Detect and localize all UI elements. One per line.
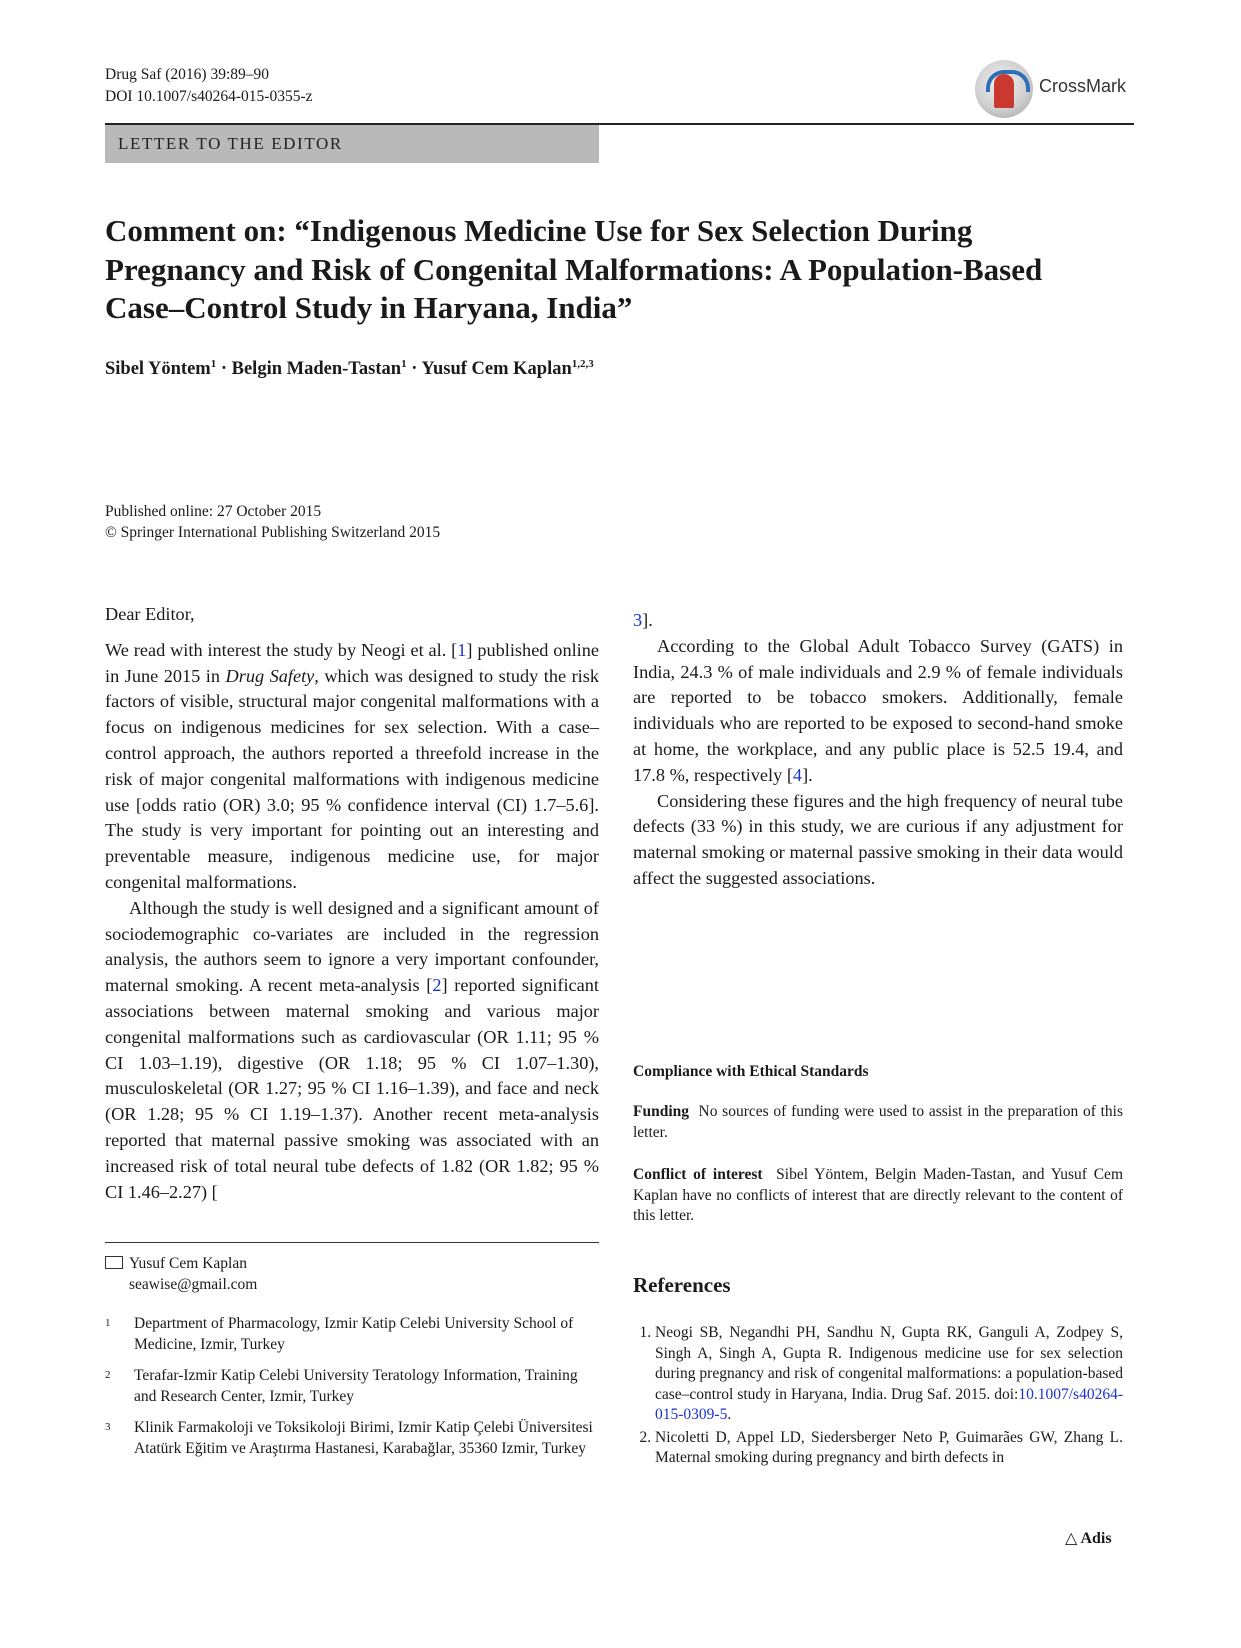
compliance-heading: Compliance with Ethical Standards xyxy=(633,1063,869,1080)
author-name: Yusuf Cem Kaplan xyxy=(421,359,572,380)
affiliation-number: 1 xyxy=(105,1317,111,1329)
references-heading: References xyxy=(633,1273,731,1297)
author-separator: · xyxy=(216,359,232,380)
author-name: Belgin Maden-Tastan xyxy=(231,359,402,380)
journal-name: Drug Safety xyxy=(225,665,315,686)
corresponding-email[interactable]: seawise@gmail.com xyxy=(129,1276,258,1293)
envelope-icon xyxy=(105,1256,123,1269)
article-title: Comment on: “Indigenous Medicine Use for Sex Selection During Pregnancy and Risk of Congenital Malformations: A Population-Based Case–Control Study in Haryana, India” xyxy=(105,213,1043,325)
author-name: Sibel Yöntem xyxy=(105,359,211,380)
doi-link[interactable]: 10.1007/s40264-015-0309-5 xyxy=(655,1385,1123,1423)
reference-link[interactable]: 4 xyxy=(792,764,803,785)
footnote-divider xyxy=(105,1242,599,1243)
author-affiliation-marker: 1 xyxy=(210,358,217,370)
published-online-date: Published online: 27 October 2015 xyxy=(105,503,322,520)
funding-statement: Funding No sources of funding were used to assist in the preparation of this letter. xyxy=(633,1103,1123,1141)
body-column-right xyxy=(633,608,1123,892)
affiliation-number: 2 xyxy=(105,1369,111,1381)
affiliation: 1 Department of Pharmacology, Izmir Katip Celebi University School of Medicine, Izmir, Turkey xyxy=(105,1315,574,1353)
reference-list xyxy=(633,1323,1123,1471)
funding-label: Funding xyxy=(633,1103,690,1120)
affiliation: 3 Klinik Farmakoloji ve Toksikoloji Birimi, Izmir Katip Çelebi Üniversitesi Atatürk Eğitim ve Araştırma Hastanesi, Karabağlar, 35360 Izmir, Turkey xyxy=(105,1419,593,1457)
adis-triangle-icon: △ xyxy=(1065,1530,1078,1547)
paragraph-1: We read with interest the study by Neogi et al. [1] published online in June 2015 in Drug Safety, which was designed to study the risk factors of visible, structural major congenital malformations with a focus on indigenous medicines for sex selection. With a case–control approach, the authors reported a threefold increase in the risk of major congenital malformations with indigenous medicine use [odds ratio (OR) 3.0; 95 % confidence interval (CI) 1.7–5.6]. The study is very important for pointing out an interesting and preventable measure, indigenous medicine use, for major congenital malformations. xyxy=(105,639,600,892)
paragraph-4: Considering these figures and the high frequency of neural tube defects (33 %) in this study, we are curious if any adjustment for maternal smoking or maternal passive smoking in their data would affect the suggested associations. xyxy=(633,790,1123,888)
paragraph-3: According to the Global Adult Tobacco Survey (GATS) in India, 24.3 % of male individuals and 2.9 % of female individuals are reported to be tobacco smokers. Additionally, female individuals who are reported to be exposed to second-hand smoke at home, the workplace, and any public place is 52.5 19.4, and 17.8 %, respectively [4]. xyxy=(633,635,1123,785)
author-affiliation-marker: 1,2,3 xyxy=(571,358,594,370)
body-column-left xyxy=(105,602,599,1205)
affiliation: 2 Terafar-Izmir Katip Celebi University Teratology Information, Training and Research Center, Izmir, Turkey xyxy=(105,1367,578,1405)
conflict-statement: Conflict of interest Sibel Yöntem, Belgin Maden-Tastan, and Yusuf Cem Kaplan have no conflicts of interest that are directly relevant to the content of this letter. xyxy=(633,1166,1123,1224)
journal-line: Drug Saf (2016) 39:89–90 xyxy=(105,66,270,83)
crossmark-badge[interactable] xyxy=(975,60,1135,118)
reference-link[interactable]: 2 xyxy=(432,975,442,996)
reference-link[interactable]: 3 xyxy=(633,610,643,630)
corresponding-name: Yusuf Cem Kaplan xyxy=(129,1255,247,1272)
crossmark-label: CrossMark xyxy=(1039,76,1127,96)
crossmark-icon xyxy=(975,60,1033,118)
affiliation-number: 3 xyxy=(105,1421,111,1433)
reference-item: 2. Nicoletti D, Appel LD, Siedersberger Neto P, Guimarães GW, Zhang L. Maternal smoking during pregnancy and birth defects in xyxy=(655,1428,1123,1469)
author-separator: · xyxy=(406,359,422,380)
publisher-logo xyxy=(1065,1528,1112,1548)
author-list xyxy=(105,358,594,380)
journal-citation xyxy=(105,64,313,108)
author-affiliation-marker: 1 xyxy=(401,358,407,370)
paragraph-2-continued: 3]. xyxy=(633,610,653,630)
copyright-notice: © Springer International Publishing Switzerland 2015 xyxy=(105,524,441,541)
publication-info xyxy=(105,501,440,543)
reference-item: 1. Neogi SB, Negandhi PH, Sandhu N, Gupta RK, Ganguli A, Zodpey S, Singh A, Singh A, Gupta R. Indigenous medicine use for sex selection during pregnancy and risk of congenital malformations: a population-based case–control study in Haryana, India. Drug Saf. 2015. doi:10.1007/s40264-015-0309-5. xyxy=(655,1323,1123,1426)
conflict-label: Conflict of interest xyxy=(633,1166,763,1183)
doi-line: DOI 10.1007/s40264-015-0355-z xyxy=(105,88,313,105)
section-label: LETTER TO THE EDITOR xyxy=(105,125,599,163)
publisher-name: Adis xyxy=(1080,1530,1112,1547)
paragraph-2: Although the study is well designed and a significant amount of sociodemographic co-variates are included in the regression analysis, the authors seem to ignore a very important confounder, maternal smoking. A recent meta-analysis [2] reported significant associations between maternal smoking and various major congenital malformations such as cardiovascular (OR 1.11; 95 % CI 1.03–1.19), digestive (OR 1.18; 95 % CI 1.07–1.30), musculoskeletal (OR 1.27; 95 % CI 1.16–1.39), and face and neck (OR 1.28; 95 % CI 1.19–1.37). Another recent meta-analysis reported that maternal passive smoking was associated with an increased risk of total neural tube defects of 1.82 (OR 1.82; 95 % CI 1.46–2.27) [ xyxy=(105,897,599,1202)
corresponding-author xyxy=(105,1253,257,1295)
salutation: Dear Editor, xyxy=(105,604,195,624)
reference-link[interactable]: 1 xyxy=(457,639,467,660)
